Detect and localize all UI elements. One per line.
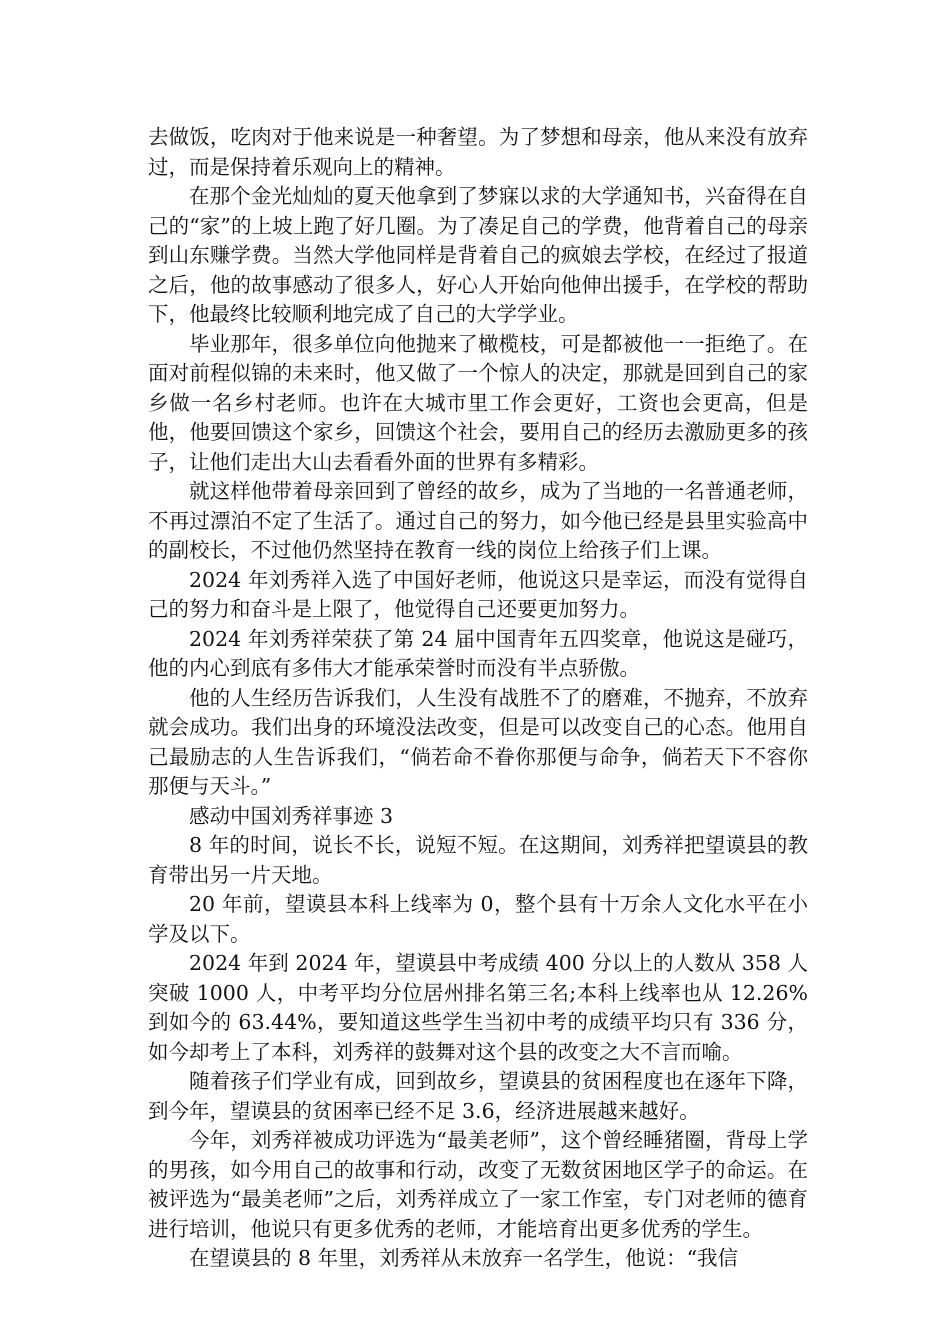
- paragraph: 2024 年到 2024 年，望谟县中考成绩 400 分以上的人数从 358 人突破 1000 人，中考平均分位居州排名第三名;本科上线率也从 12.26%到如今的 63.44%，要知道这些学生当初中考的成绩平均只有 336 分，如今却考上了本科，刘秀祥的鼓舞对这个县的改变之大不言而喻。: [148, 951, 808, 1064]
- paragraph: 2024 年刘秀祥荣获了第 24 届中国青年五四奖章，他说这是碰巧，他的内心到底有多伟大才能承荣誉时而没有半点骄傲。: [148, 626, 808, 680]
- paragraph: 20 年前，望谟县本科上线率为 0，整个县有十万余人文化水平在小学及以下。: [148, 892, 808, 946]
- paragraph: 就这样他带着母亲回到了曾经的故乡，成为了当地的一名普通老师，不再过漂泊不定了生活了。通过自己的努力，如今他已经是县里实验高中的副校长，不过他仍然坚持在教育一线的岗位上给孩子们上课。: [148, 479, 808, 562]
- paragraph: 8 年的时间，说长不长，说短不短。在这期间，刘秀祥把望谟县的教育带出另一片天地。: [148, 833, 808, 887]
- section-heading: 感动中国刘秀祥事迹 3: [189, 803, 394, 828]
- paragraph: 在望谟县的 8 年里，刘秀祥从未放弃一名学生，他说：“我信: [189, 1246, 739, 1270]
- paragraph: 今年，刘秀祥被成功评选为“最美老师”，这个曾经睡猪圈，背母上学的男孩，如今用自己的故事和行动，改变了无数贫困地区学子的命运。在被评选为“最美老师”之后，刘秀祥成立了一家工作室，专门对老师的德育进行培训，他说只有更多优秀的老师，才能培育出更多优秀的学生。: [148, 1128, 808, 1241]
- paragraph: 毕业那年，很多单位向他抛来了橄榄枝，可是都被他一一拒绝了。在面对前程似锦的未来时，他又做了一个惊人的决定，那就是回到自己的家乡做一名乡村老师。也许在大城市里工作会更好，工资也会更高，但是他，他要回馈这个家乡，回馈这个社会，要用自己的经历去激励更多的孩子，让他们走出大山去看看外面的世界有多精彩。: [148, 331, 808, 474]
- paragraph: 他的人生经历告诉我们，人生没有战胜不了的磨难，不抛弃，不放弃就会成功。我们出身的环境没法改变，但是可以改变自己的心态。他用自己最励志的人生告诉我们，“倘若命不眷你那便与命争，倘若天下不容你那便与天斗。”: [148, 685, 808, 798]
- paragraph: 随着孩子们学业有成，回到故乡，望谟县的贫困程度也在逐年下降，到今年，望谟县的贫困率已经不足 3.6，经济进展越来越好。: [148, 1069, 808, 1123]
- document-body: [148, 123, 808, 1274]
- paragraph: 2024 年刘秀祥入选了中国好老师，他说这只是幸运，而没有觉得自己的努力和奋斗是上限了，他觉得自己还要更加努力。: [148, 567, 808, 621]
- paragraph: 去做饭，吃肉对于他来说是一种奢望。为了梦想和母亲，他从来没有放弃过，而是保持着乐观向上的精神。: [148, 125, 808, 179]
- paragraph: 在那个金光灿灿的夏天他拿到了梦寐以求的大学通知书，兴奋得在自己的“家”的上坡上跑了好几圈。为了凑足自己的学费，他背着自己的母亲到山东赚学费。当然大学他同样是背着自己的疯娘去学校，在经过了报道之后，他的故事感动了很多人，好心人开始向他伸出援手，在学校的帮助下，他最终比较顺利地完成了自己的大学学业。: [148, 184, 808, 326]
